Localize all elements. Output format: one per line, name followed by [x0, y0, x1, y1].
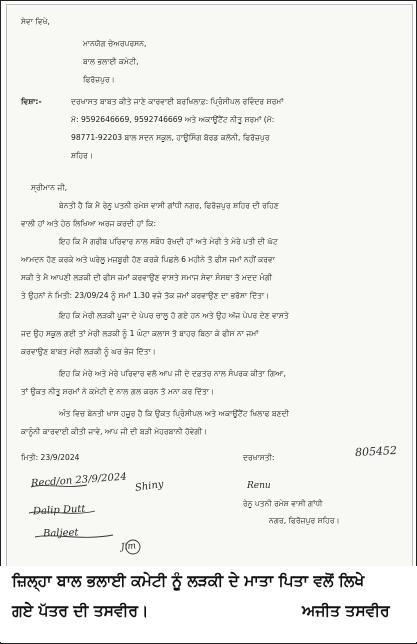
- body-line: ਤੇ ਉਹਨਾਂ ਨੇ ਮਿਤੀ: 23/09/24 ਨੂੰ ਸਮਾਂ 1.30 ਵਜੇ ਤੱਕ ਜਮਾਂ ਕਰਵਾਉਣ ਦਾ ਭਰੋਸਾ ਦਿੱਤਾ।: [21, 291, 270, 300]
- receipt-name: Jim: [120, 541, 137, 553]
- subject-line: ਮੋ: 9592646669, 9592746669 ਅਤੇ ਅਕਾਊਂਟੈਂਟ ਨੀਤੂ ਸ਼ਰਮਾਂ (ਮੋ:: [71, 115, 275, 124]
- salutation-top: ਸੇਵਾ ਵਿਖੇ,: [21, 17, 50, 26]
- receipt-sign: Shiny: [134, 479, 165, 494]
- receipt-note: Recd/on 23/9/2024: [30, 471, 128, 490]
- body-line: ਬੇਨਤੀ ਹੈ ਕਿ ਮੈ ਰੇਨੂ ਪਤਨੀ ਰਮੇਸ਼ ਵਾਸੀ ਗਾਂਧੀ ਨਗਰ, ਫਿਰੋਜ਼ਪੁਰ ਸ਼ਹਿਰ ਦੀ ਰਹਿਣ: [59, 201, 279, 210]
- addressee-line: ਫਿਰੋਜ਼ਪੁਰ।: [83, 75, 115, 84]
- applicant-signature: Renu: [247, 481, 271, 491]
- news-caption: [0, 566, 417, 642]
- addressee-line: ਮਾਨਯੋਗ ਚੇਅਰਪਰਸਨ,: [83, 39, 147, 48]
- applicant-label: ਦਰਖਾਸਤੀ:: [243, 453, 275, 462]
- addressee-line: ਬਾਲ ਭਲਾਈ ਕਮੇਟੀ,: [83, 57, 139, 66]
- subject-line: ਸ਼ਹਿਰ।: [71, 151, 93, 160]
- greeting: ਸ੍ਰੀਮਾਨ ਜੀ,: [31, 183, 68, 192]
- photo-credit: ਅਜੀਤ ਤਸਵੀਰ: [302, 602, 390, 620]
- subject-label: ਵਿਸ਼ਾ:-: [21, 97, 42, 106]
- body-line: ਵਾਲੀ ਹਾਂ ਅਤੇ ਹੇਠ ਲਿਖਿਆ ਅਰਜ ਕਰਦੀ ਹਾਂ ਕਿ:: [21, 219, 156, 228]
- applicant-line: ਰੇਨੂ ਪਤਨੀ ਰਮੇਸ਼ ਵਾਸੀ ਗਾਂਧੀ: [243, 499, 323, 508]
- caption-line: ਜ਼ਿਲ੍ਹਾ ਬਾਲ ਭਲਾਈ ਕਮੇਟੀ ਨੂੰ ਲੜਕੀ ਦੇ ਮਾਤਾ ਪਿਤਾ ਵਲੋਂ ਲਿਖੇ: [12, 572, 365, 590]
- body-line: ਅੰਤ ਵਿਚ ਬੇਨਤੀ ਖਾਸ ਹਜ਼ੂਰ ਹੈ ਕਿ ਉਕਤ ਪ੍ਰਿੰਸੀਪਲ ਅਤੇ ਅਕਾਊਂਟੈਂਟ ਖਿਲਾਫ ਬਣਦੀ: [59, 409, 289, 418]
- body-line: ਕਰਵਾਉਣ ਬਾਬਤ ਮੇਰੀ ਲੜਕੀ ਨੂੰ ਘਰ ਭੇਜ ਦਿੱਤਾ।: [21, 347, 156, 356]
- body-line: ਸਕੀ ਤੇ ਮੈ ਆਪਣੀ ਲੜਕੀ ਦੀ ਫੀਸ ਜਮਾਂ ਕਰਵਾਉਣ ਵਾਸਤੇ ਸਮਾਜ ਸੇਵਾ ਸੰਸਥਾ ਤੋ ਮਦਦ ਮੰਗੀ: [21, 273, 273, 282]
- body-line: ਇਹ ਕਿ ਮੇਰੀ ਲੜਕੀ ਪੂਜਾ ਦੇ ਪੇਪਰ ਚਾਲੂ ਹੋ ਗਏ ਹਨ ਅਤੇ ਉਹ ਅੱਜ ਪੇਪਰ ਦੇਣ ਵਾਸਤੇ: [59, 311, 289, 320]
- body-line: ਤਾਂ ਉਕਤ ਨੀਤੂ ਸ਼ਰਮਾਂ ਨੇ ਕਮੇਟੀ ਦੇ ਨਾਲ ਗਲ ਕਰਨ ਤੋ ਮਨਾ ਕਰ ਦਿੱਤਾ।: [21, 387, 215, 396]
- subject-line: 98771-92203 ਬਾਲ ਸਦਨ ਸਕੂਲ, ਹਾਊਸਿੰਗ ਬੋਰਡ ਕਲੋਨੀ, ਫਿਰੋਜ਼ਪੁਰ: [71, 133, 270, 142]
- subject-line: ਦਰਖਾਸਤ ਬਾਬਤ ਕੀਤੇ ਜਾਣੇ ਕਾਰਵਾਈ ਬਰਖਿਲਾਫ਼: ਪ੍ਰਿੰਸੀਪਲ ਰਵਿੰਦਰ ਸ਼ਰਮਾਂ: [71, 97, 284, 106]
- body-line: ਆਮਦਨ ਹੋਣ ਕਰਕੇ ਅਤੇ ਘਰੇਲੂ ਮਜ਼ਬੂਰੀ ਹੋਣ ਕਰਕੇ ਪਿਛਲੇ 6 ਮਹੀਨੇ ਤੋ ਫੀਸ ਜਮਾਂ ਨਹੀਂ ਕਰਵਾ: [21, 255, 275, 264]
- receipt-name: Dalip Dutt: [32, 503, 86, 518]
- body-line: ਕਾਨੂੰਨੀ ਕਾਰਵਾਈ ਕੀਤੀ ਜਾਵੇ, ਆਪ ਜੀ ਦੀ ਬੜੀ ਮੇਹਰਬਾਨੀ ਹੋਵੇਗੀ।: [21, 427, 208, 436]
- letter-date: ਮਿਤੀ: 23/9/2024: [21, 453, 80, 462]
- signature-scribbles: [25, 479, 165, 559]
- applicant-line: ਨਗਰ, ਫਿਰੋਜ਼ਪੁਰ ਸ਼ਹਿਰ।: [269, 516, 340, 525]
- body-line: ਜਦ ਉਹ ਸਕੂਲ ਗਈ ਤਾਂ ਮੇਰੀ ਲੜਕੀ ਨੂੰ 1 ਘੰਟਾ ਕਲਾਸ ਤੋ ਬਾਹਰ ਬਿਠਾ ਕੇ ਫੀਸ ਨਾ ਜਮਾਂ: [21, 329, 259, 338]
- body-line: ਇਹ ਕਿ ਮੇਰੇ ਅਤੇ ਮੇਰੇ ਪਰਿਵਾਰ ਵਲੋ ਆਪ ਜੀ ਦੇ ਦਫ਼ਤਰ ਨਾਲ ਸੰਪਰਕ ਕੀਤਾ ਗਿਆ,: [59, 369, 286, 378]
- caption-line: ਗਏ ਪੱਤਰ ਦੀ ਤਸਵੀਰ।: [12, 602, 149, 620]
- body-line: ਇਹ ਕਿ ਮੈ ਗਰੀਬ ਪਰਿਵਾਰ ਨਾਲ ਸਬੰਧ ਰੱਖਦੀ ਹਾਂ ਅਤੇ ਮੇਰੀ ਤੇ ਮੇਰੇ ਪਤੀ ਦੀ ਘੱਟ: [59, 237, 278, 246]
- letter-sheet: [6, 4, 413, 568]
- receipt-name: Baljeet: [42, 527, 79, 540]
- handwritten-number: 805452: [354, 443, 398, 460]
